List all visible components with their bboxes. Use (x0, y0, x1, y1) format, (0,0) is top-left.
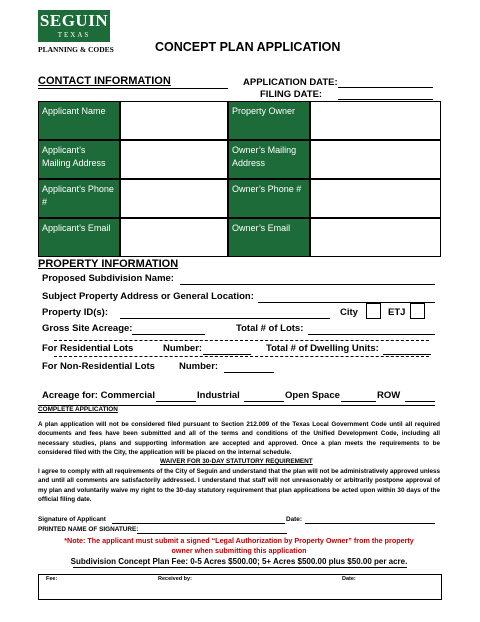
applicant-mailing-label: Applicant’s Mailing Address (38, 140, 120, 179)
filing-date-label: FILING DATE: (260, 89, 323, 100)
office-date-label: Date: (342, 576, 356, 582)
applicant-mailing-field[interactable] (120, 140, 228, 179)
total-lots-field[interactable] (308, 334, 435, 335)
owner-mailing-label: Owner’s Mailing Address (228, 140, 310, 179)
property-owner-field[interactable] (310, 101, 441, 140)
property-address-label: Subject Property Address or General Location: (42, 291, 254, 302)
nonresidential-number-label: Number: (179, 361, 219, 372)
dwelling-units-field[interactable] (383, 354, 431, 355)
printed-name-label: PRINTED NAME OF SIGNATURE: (38, 526, 139, 533)
city-label: City (340, 307, 358, 318)
nonresidential-number-field[interactable] (224, 372, 274, 373)
property-owner-label: Property Owner (228, 101, 310, 140)
acreage-commercial-label: Acreage for: Commercial (42, 390, 155, 401)
applicant-name-field[interactable] (120, 101, 228, 140)
commercial-field[interactable] (156, 401, 196, 402)
industrial-field[interactable] (244, 401, 284, 402)
divider-dashed-2 (54, 356, 429, 357)
nonresidential-lots-label: For Non-Residential Lots (42, 361, 155, 372)
subdivision-name-field[interactable] (180, 284, 435, 285)
office-fee-label: Fee: (46, 576, 58, 582)
row-label: ROW (377, 390, 401, 401)
printed-name-field[interactable] (137, 533, 287, 534)
fee-schedule-underline (73, 567, 407, 568)
owner-phone-label: Owner’s Phone # (228, 179, 310, 218)
total-lots-label: Total # of Lots: (236, 323, 304, 334)
fee-schedule: Subdivision Concept Plan Fee: 0-5 Acres $500.00; 5+ Acres $500.00 plus $50.00 per acre. (70, 557, 408, 566)
owner-email-field[interactable] (310, 218, 441, 257)
signature-date-field[interactable] (305, 523, 435, 524)
signature-field[interactable] (112, 523, 285, 524)
open-space-label: Open Space (285, 390, 340, 401)
row-field[interactable] (405, 401, 435, 402)
open-space-field[interactable] (341, 401, 376, 402)
gross-acreage-label: Gross Site Acreage: (42, 323, 133, 334)
logo-department: PLANNING & CODES (38, 45, 114, 54)
filing-date-field[interactable] (338, 99, 433, 100)
logo-state: TEXAS (57, 31, 91, 39)
signature-label: Signature of Applicant (38, 516, 106, 523)
applicant-phone-label: Applicant’s Phone # (38, 179, 120, 218)
signature-date-label: Date: (286, 516, 302, 523)
property-heading: PROPERTY INFORMATION (38, 258, 179, 270)
property-address-field[interactable] (258, 302, 435, 303)
gross-acreage-field[interactable] (132, 334, 205, 335)
city-checkbox[interactable] (366, 303, 381, 319)
seguin-logo (38, 10, 110, 42)
complete-application-text: A plan application will not be considered filed pursuant to Section 212.009 of the Texas Local Government Code until all required documents and fees have been submitted and all of the terms and conditions of the Unified Development Code, including all necessary studies, plans and supporting information are accepted and approved. Once a plan meets the requirements to be considered filed with the City, the application will be placed on the internal schedule. (38, 421, 440, 457)
etj-checkbox[interactable] (410, 303, 425, 319)
page-title: CONCEPT PLAN APPLICATION (155, 40, 341, 54)
owner-email-label: Owner’s Email (228, 218, 310, 257)
dwelling-units-label: Total # of Dwelling Units: (266, 343, 379, 354)
residential-lots-label: For Residential Lots (42, 343, 134, 354)
residential-number-field[interactable] (203, 354, 251, 355)
office-use-box (38, 574, 442, 600)
owner-mailing-field[interactable] (310, 140, 441, 179)
owner-phone-field[interactable] (310, 179, 441, 218)
complete-application-heading: COMPLETE APPLICATION (38, 406, 118, 413)
legal-authorization-note (38, 536, 440, 556)
applicant-phone-field[interactable] (120, 179, 228, 218)
note-line-2: owner when submitting this application (171, 546, 307, 555)
note-line-1: *Note: The applicant must submit a signed “Legal Authorization by Property Owner” from the property (64, 536, 414, 545)
divider-dashed (54, 340, 429, 341)
etj-label: ETJ (388, 307, 406, 318)
waiver-text: I agree to comply with all requirements of the City of Seguin and understand that the plan will not be administratively approved unless and until all comments are satisfactorily addressed. I understand that staff will not unreasonably or arbitrarily postpone approval of my plan and voluntarily waive my right to the 30-day statutory requirement that plan applications be acted upon within 30 days of the official filing date. (38, 468, 440, 504)
logo-name: SEGUIN (39, 11, 109, 30)
waiver-heading: WAIVER FOR 30-DAY STATUTORY REQUIREMENT (160, 458, 313, 465)
industrial-label: Industrial (197, 390, 240, 401)
applicant-name-label: Applicant Name (38, 101, 120, 140)
office-received-label: Received by: (158, 576, 192, 582)
application-date-label: APPLICATION DATE: (243, 77, 338, 88)
contact-heading-underline (38, 88, 228, 89)
applicant-email-field[interactable] (120, 218, 228, 257)
application-date-field[interactable] (338, 87, 433, 88)
residential-number-label: Number: (163, 343, 203, 354)
contact-heading: CONTACT INFORMATION (38, 75, 171, 87)
applicant-email-label: Applicant’s Email (38, 218, 120, 257)
property-id-label: Property ID(s): (42, 307, 108, 318)
property-id-field[interactable] (120, 318, 330, 319)
subdivision-name-label: Proposed Subdivision Name: (42, 273, 174, 284)
